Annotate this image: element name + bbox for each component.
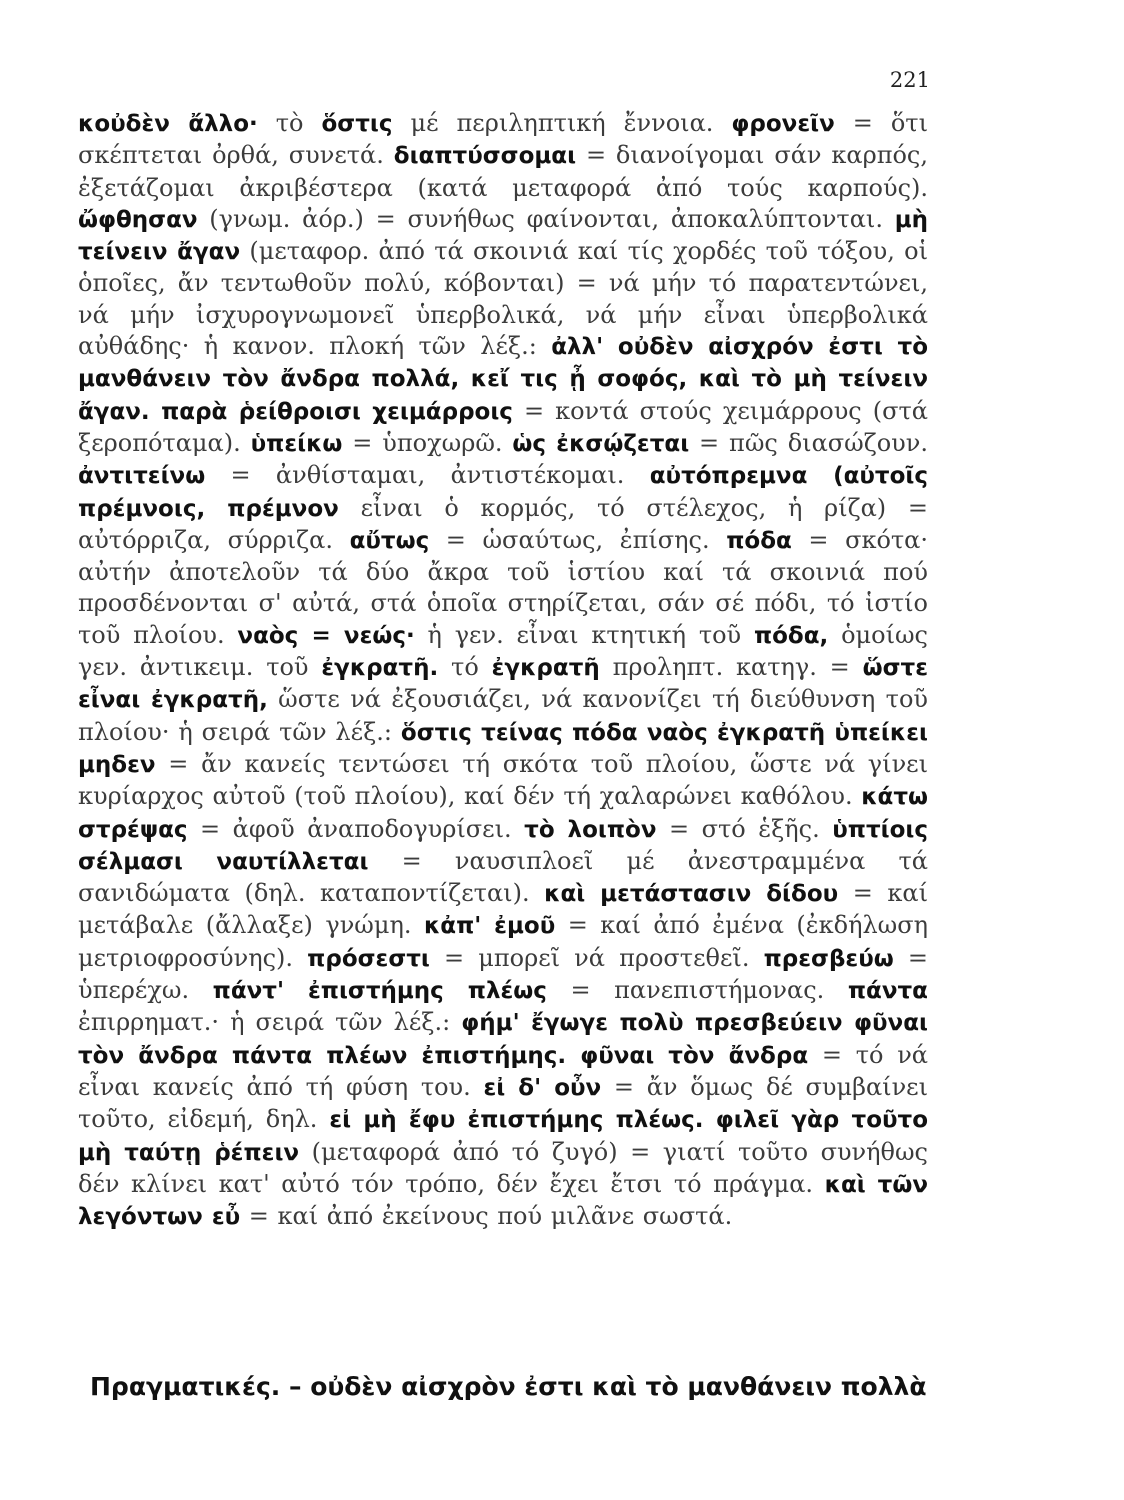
- lemma-term: κάτω στρέψας: [78, 784, 929, 843]
- lemma-term: ὑπείκω: [250, 430, 343, 457]
- lemma-term: πόδα,: [753, 622, 829, 649]
- lemma-term: ναὸς = νεώς·: [237, 622, 415, 649]
- lemma-term: ὑπτίοις σέλμασι ναυτίλλεται: [78, 816, 929, 875]
- lemma-term: πάντα: [847, 978, 928, 1005]
- gloss-text: ἡ γεν. εἶναι κτητική τοῦ: [414, 620, 754, 649]
- gloss-text: = τό νά εἶναι κανείς ἀπό τή φύση του.: [78, 1040, 928, 1101]
- gloss-text: = ἄν ὅμως δέ συμβαίνει τοῦτο, εἰδεμή, δηλ.: [78, 1072, 929, 1134]
- lemma-term: ὥστε εἶναι ἐγκρατῆ,: [78, 655, 929, 714]
- lemma-term: καὶ μετάστασιν δίδου: [544, 881, 839, 908]
- lemma-term: φρονεῖν: [731, 111, 835, 137]
- gloss-text: = ἄν κανείς τεντώσει τή σκότα τοῦ πλοίου, ὥστε νά γίνει κυρίαρχος αὐτοῦ (τοῦ πλοίου), καί δέν τή χαλαρώνει καθόλου.: [78, 749, 928, 811]
- lemma-term: αὔτως: [349, 527, 430, 554]
- lemma-term: ἐγκρατῆ.: [321, 655, 439, 682]
- gloss-text: (γνωμ. ἀόρ.) = συνήθως φαίνονται, ἀποκαλύπτονται.: [197, 204, 895, 233]
- gloss-text: = ἀφοῦ ἀναποδογυρίσει.: [187, 814, 525, 843]
- gloss-text: = καί ἀπό ἐκείνους πού μιλᾶνε σωστά.: [240, 1202, 733, 1231]
- lemma-term: εἰ δ' οὖν: [483, 1074, 602, 1101]
- lemma-term: ἀλλ' οὐδὲν αἰσχρόν ἐστι τὸ μανθάνειν τὸν ἄνδρα πολλά, κεἴ τις ᾖ σοφός, καὶ τὸ μὴ τείνειν ἄγαν. παρὰ ῥείθροισι χειμάρροις: [78, 334, 928, 425]
- lemma-term: κοὐδὲν ἄλλο·: [78, 111, 258, 137]
- commentary-paragraph: [78, 108, 928, 1233]
- lemma-term: πρεσβεύω: [763, 945, 894, 972]
- gloss-text: (μεταφορά ἀπό τό ζυγό) = γιατί τοῦτο συνήθως δέν κλίνει κατ' αὐτό τόν τρόπο, δέν ἔχει ἔτσι τό πράγμα.: [78, 1137, 928, 1198]
- page-number: 221: [889, 68, 930, 92]
- lemma-term: μὴ τείνειν ἄγαν: [78, 206, 928, 266]
- lemma-term: τὸ λοιπὸν: [524, 816, 657, 843]
- gloss-text: εἶναι ὁ κορμός, τό στέλεχος, ἡ ρίζα) = αὐτόρριζα, σύρριζα.: [78, 493, 928, 554]
- gloss-text: ὁμοίως γεν. ἀντικειμ. τοῦ: [78, 620, 928, 682]
- gloss-text: = στό ἑξῆς.: [656, 814, 833, 843]
- lemma-term: αὐτόπρεμνα (αὐτοῖς πρέμνοις, πρέμνον: [78, 463, 928, 522]
- gloss-text: (μεταφορ. ἀπό τά σκοινιά καί τίς χορδές τοῦ τόξου, οἱ ὁποῖες, ἄν τεντωθοῦν πολύ, κόβονται) = νά μήν τό παρατεντώνει, νά μήν ἰσχυρογνωμονεῖ ὑπερβολικά, νά μήν εἶναι ὑπερβολικά αὐθάδης· ἡ κανον. πλοκή τῶν λέξ.:: [78, 237, 929, 361]
- lemma-term: ὡς ἐκσῴζεται: [512, 430, 690, 457]
- gloss-text: ὥστε νά ἐξουσιάζει, νά κανονίζει τή διεύθυνση τοῦ πλοίου· ἡ σειρά τῶν λέξ.:: [78, 685, 928, 746]
- lemma-term: ὅστις: [321, 111, 393, 137]
- lemma-term: κἀπ' ἐμοῦ: [423, 913, 556, 940]
- lemma-term: ἀντιτείνω: [78, 463, 206, 490]
- lemma-term: ὤφθησαν: [78, 206, 198, 233]
- gloss-text: = καί μετάβαλε (ἄλλαξε) γνώμη.: [78, 879, 929, 940]
- lemma-term: πόδα: [726, 527, 792, 554]
- gloss-text: προληπτ. κατηγ. =: [599, 653, 863, 682]
- gloss-text: = μπορεῖ νά προστεθεῖ.: [429, 943, 764, 972]
- lemma-term: ἐγκρατῆ: [491, 655, 600, 682]
- lemma-term: πάντ' ἐπιστήμης πλέως: [212, 978, 547, 1005]
- gloss-text: = πῶς διασώζουν.: [689, 428, 928, 457]
- gloss-text: = πανεπιστήμονας.: [546, 976, 848, 1005]
- gloss-text: τό: [438, 653, 492, 682]
- gloss-text: = ὡσαύτως, ἐπίσης.: [429, 525, 727, 554]
- gloss-text: μέ περιληπτική ἔννοια.: [392, 109, 732, 137]
- lemma-term: ὅστις τείνας πόδα ναὸς ἐγκρατῆ ὑπείκει μηδεν: [78, 719, 929, 778]
- lemma-term: καὶ τῶν λεγόντων εὖ: [78, 1171, 928, 1231]
- gloss-text: = ὑποχωρῶ.: [342, 428, 513, 457]
- gloss-text: = ὑπερέχω.: [78, 943, 928, 1005]
- lemma-term: εἰ μὴ ἔφυ ἐπιστήμης πλέως. φιλεῖ γὰρ τοῦτο μὴ ταύτῃ ῥέπειν: [78, 1107, 929, 1166]
- gloss-text: = κοντά στούς χειμάρρους (στά ξεροπόταμα).: [78, 396, 928, 457]
- gloss-text: = διανοίγομαι σάν καρπός, ἐξετάζομαι ἀκριβέστερα (κατά μεταφορά ἀπό τούς καρπούς).: [78, 141, 928, 202]
- gloss-text: τὸ: [257, 109, 322, 137]
- gloss-text: = σκότα· αὐτήν ἀποτελοῦν τά δύο ἄκρα τοῦ ἱστίου καί τά σκοινιά πού προσδένονται σ' αὐτά, στά ὁποῖα στηρίζεται, σάν σέ πόδι, τό ἱστίο τοῦ πλοίου.: [78, 525, 929, 649]
- section-heading: Πραγματικές. – οὐδὲν αἰσχρὸν ἐστι καὶ τὸ μανθάνειν πολλὰ: [90, 1372, 927, 1401]
- gloss-text: = ἀνθίσταμαι, ἀντιστέκομαι.: [205, 461, 650, 490]
- gloss-text: = ναυσιπλοεῖ μέ ἀνεστραμμένα τά σανιδώματα (δηλ. καταποντίζεται).: [78, 846, 929, 908]
- gloss-text: ἐπιρρηματ.· ἡ σειρά τῶν λέξ.:: [78, 1008, 462, 1037]
- lemma-term: διαπτύσσομαι: [393, 143, 577, 170]
- lemma-term: πρόσεστι: [307, 945, 430, 972]
- gloss-text: = ὅτι σκέπτεται ὀρθά, συνετά.: [78, 109, 928, 170]
- gloss-text: = καί ἀπό ἐμένα (ἐκδήλωση μετριοφροσύνης).: [78, 911, 929, 972]
- lemma-term: φήμ' ἔγωγε πολὺ πρεσβεύειν φῦναι τὸν ἄνδρα πάντα πλέων ἐπιστήμης. φῦναι τὸν ἄνδρα: [78, 1010, 928, 1069]
